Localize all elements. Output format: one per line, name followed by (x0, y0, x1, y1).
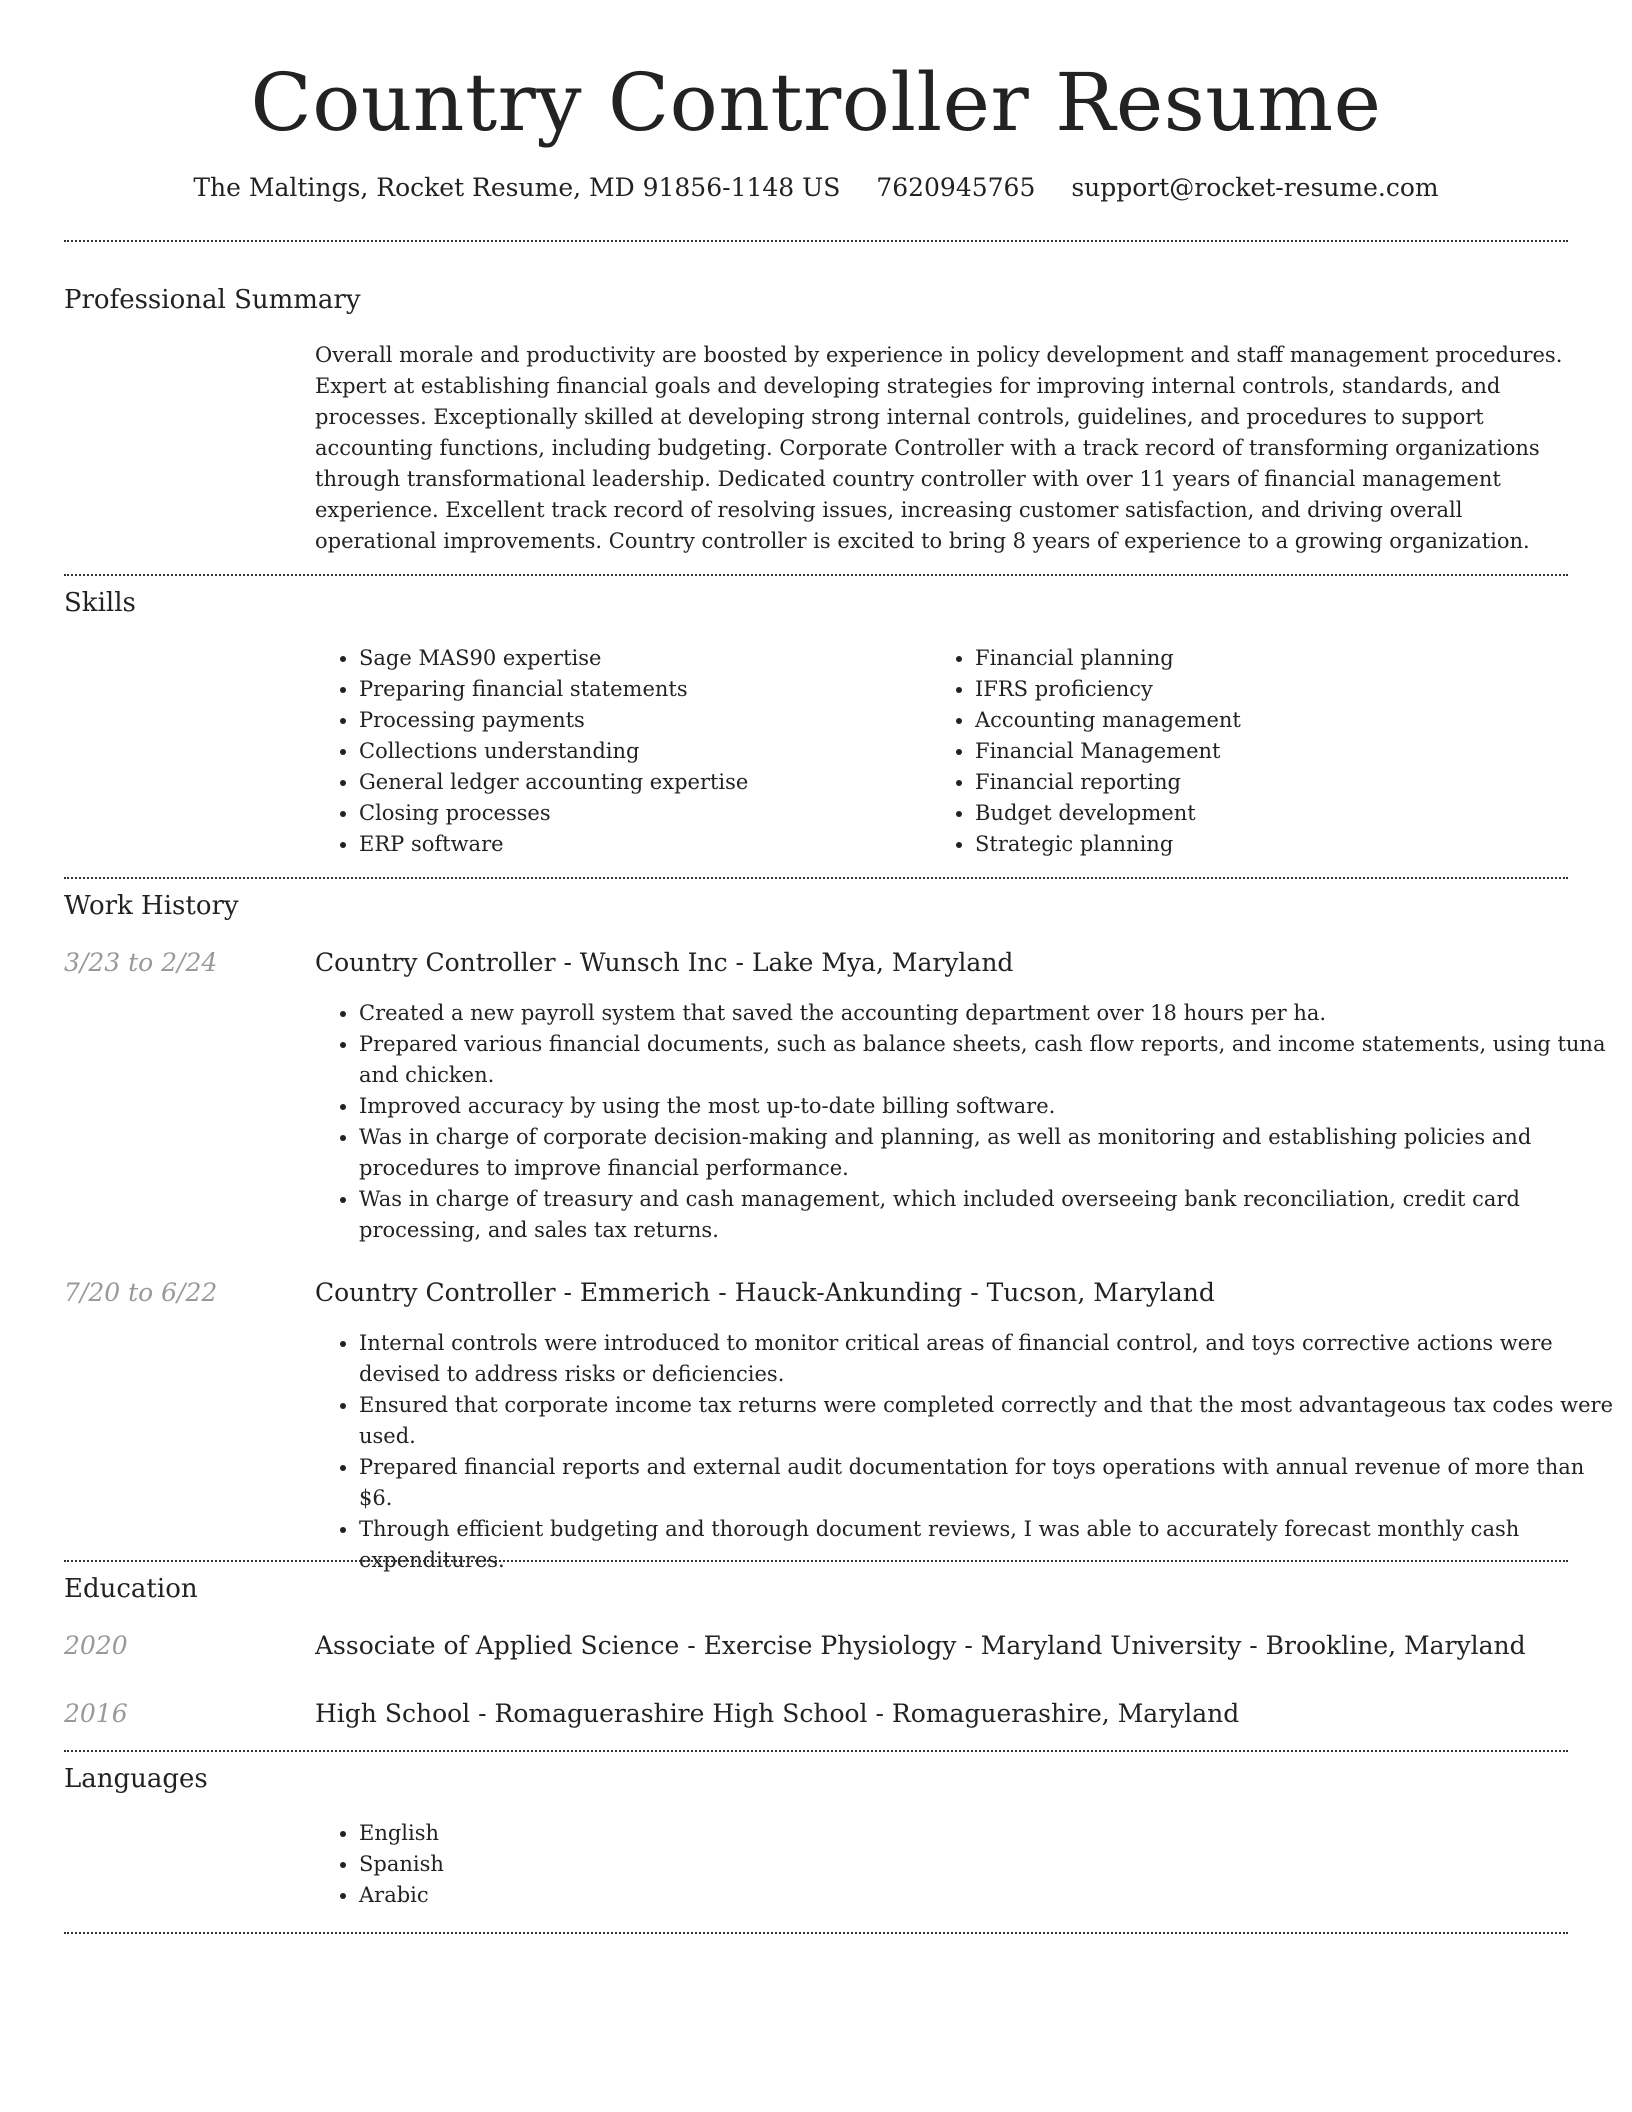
list-item: • General ledger accounting expertise (359, 767, 919, 798)
list-item: • Accounting management (975, 705, 1575, 736)
education-title: High School - Romaguerashire High School - Romaguerashire, Maryland (315, 1699, 1240, 1728)
section-heading-summary: Professional Summary (64, 285, 361, 315)
list-item: • Budget development (975, 798, 1575, 829)
list-item: • Ensured that corporate income tax returns were completed correctly and that the most advantageous tax codes were used. (359, 1390, 1614, 1452)
job-dates: 3/23 to 2/24 (64, 948, 218, 977)
list-item: • Financial reporting (975, 767, 1575, 798)
list-item: • Was in charge of treasury and cash management, which included overseeing bank reconciliation, credit card processing, and sales tax returns. (359, 1184, 1614, 1246)
list-item: • Prepared financial reports and external audit documentation for toys operations with annual revenue of more than $6. (359, 1452, 1614, 1514)
section-heading-skills: Skills (64, 588, 136, 618)
contact-email: support@rocket-resume.com (1071, 173, 1439, 202)
list-item: • Internal controls were introduced to monitor critical areas of financial control, and toys corrective actions were devised to address risks or deficiencies. (359, 1328, 1614, 1390)
contact-line (0, 170, 1632, 206)
list-item: • Improved accuracy by using the most up-to-date billing software. (359, 1091, 1614, 1122)
job-bullets (315, 1328, 1614, 1576)
section-heading-languages: Languages (64, 1764, 208, 1794)
skills-list-right (931, 643, 1575, 860)
divider (64, 1560, 1568, 1562)
list-item: • Spanish (359, 1849, 959, 1880)
languages-list (315, 1818, 959, 1911)
list-item: • Collections understanding (359, 736, 919, 767)
list-item: • Prepared various financial documents, such as balance sheets, cash flow reports, and income statements, using tuna and chicken. (359, 1029, 1614, 1091)
list-item: • Closing processes (359, 798, 919, 829)
list-item: • Arabic (359, 1880, 959, 1911)
education-year: 2020 (64, 1631, 128, 1660)
job-title: Country Controller - Emmerich - Hauck-Ankunding - Tucson, Maryland (315, 1278, 1215, 1307)
divider (64, 1750, 1568, 1752)
divider (64, 574, 1568, 576)
list-item: • Preparing financial statements (359, 674, 919, 705)
list-item: • Financial Management (975, 736, 1575, 767)
list-item: • Sage MAS90 expertise (359, 643, 919, 674)
list-item: • ERP software (359, 829, 919, 860)
contact-address: The Maltings, Rocket Resume, MD 91856-1148 US (193, 173, 841, 202)
list-item: • Strategic planning (975, 829, 1575, 860)
list-item: • Was in charge of corporate decision-making and planning, as well as monitoring and establishing policies and procedures to improve financial performance. (359, 1122, 1614, 1184)
section-heading-education: Education (64, 1574, 198, 1604)
list-item: • Processing payments (359, 705, 919, 736)
divider (64, 1932, 1568, 1934)
job-title: Country Controller - Wunsch Inc - Lake Mya, Maryland (315, 948, 1014, 977)
summary-text: Overall morale and productivity are boosted by experience in policy development and staff management procedures. Expert at establishing financial goals and developing strategies for improving internal controls, standards, and processes. Exceptionally skilled at developing strong internal controls, guidelines, and procedures to support accounting functions, including budgeting. Corporate Controller with a track record of transforming organizations through transformational leadership. Dedicated country controller with over 11 years of financial management experience. Excellent track record of resolving issues, increasing customer satisfaction, and driving overall operational improvements. Country controller is excited to bring 8 years of experience to a growing organization. (315, 343, 1563, 553)
divider (64, 240, 1568, 242)
education-year: 2016 (64, 1699, 128, 1728)
section-heading-work: Work History (64, 891, 239, 921)
divider (64, 877, 1568, 879)
skills-list-left (315, 643, 919, 860)
contact-phone: 7620945765 (876, 173, 1036, 202)
list-item: • IFRS proficiency (975, 674, 1575, 705)
list-item: • Created a new payroll system that saved the accounting department over 18 hours per ha. (359, 998, 1614, 1029)
list-item: • Through efficient budgeting and thorough document reviews, I was able to accurately forecast monthly cash expenditures. (359, 1514, 1614, 1576)
resume-title: Country Controller Resume (250, 56, 1382, 149)
job-bullets (315, 998, 1614, 1246)
education-title: Associate of Applied Science - Exercise Physiology - Maryland University - Brookline, Maryland (315, 1631, 1526, 1660)
list-item: • Financial planning (975, 643, 1575, 674)
list-item: • English (359, 1818, 959, 1849)
job-dates: 7/20 to 6/22 (64, 1278, 218, 1307)
